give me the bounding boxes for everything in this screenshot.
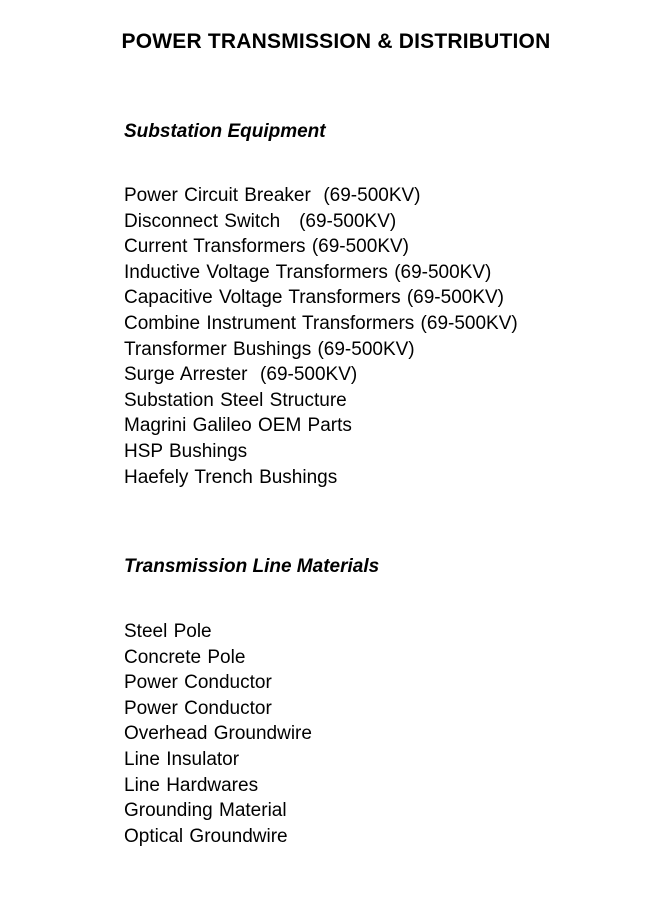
substation-equipment-section xyxy=(124,120,644,490)
list-item: Power Conductor xyxy=(124,697,272,719)
list-item: Power Circuit Breaker (69-500KV) xyxy=(124,185,421,206)
list-item: Combine Instrument Transformers (69-500KV) xyxy=(124,312,518,334)
list-item: Line Hardwares xyxy=(124,774,259,796)
list-item: Disconnect Switch (69-500KV) xyxy=(124,210,397,232)
list-item: Surge Arrester (69-500KV) xyxy=(124,364,358,386)
list-item: Current Transformers (69-500KV) xyxy=(124,236,409,258)
list-item: Optical Groundwire xyxy=(124,825,288,847)
list-item: Magrini Galileo OEM Parts xyxy=(124,415,352,437)
list-item: Line Insulator xyxy=(124,748,240,770)
list-item: Inductive Voltage Transformers (69-500KV) xyxy=(124,261,492,283)
transmission-line-materials-list xyxy=(124,619,644,849)
transmission-line-materials-section xyxy=(124,555,644,849)
list-item: Capacitive Voltage Transformers (69-500KV) xyxy=(124,287,505,309)
section-heading: Transmission Line Materials xyxy=(124,556,380,577)
substation-equipment-list xyxy=(124,183,644,490)
list-item: Power Conductor xyxy=(124,672,272,694)
list-item: Overhead Groundwire xyxy=(124,723,312,745)
list-item: Transformer Bushings (69-500KV) xyxy=(124,338,415,360)
section-heading: Substation Equipment xyxy=(124,121,326,142)
list-item: HSP Bushings xyxy=(124,440,248,462)
list-item: Concrete Pole xyxy=(124,646,246,668)
list-item: Steel Pole xyxy=(124,621,212,642)
list-item: Haefely Trench Bushings xyxy=(124,466,338,488)
list-item: Substation Steel Structure xyxy=(124,389,347,411)
page-title: POWER TRANSMISSION & DISTRIBUTION xyxy=(121,30,551,53)
list-item: Grounding Material xyxy=(124,800,287,822)
